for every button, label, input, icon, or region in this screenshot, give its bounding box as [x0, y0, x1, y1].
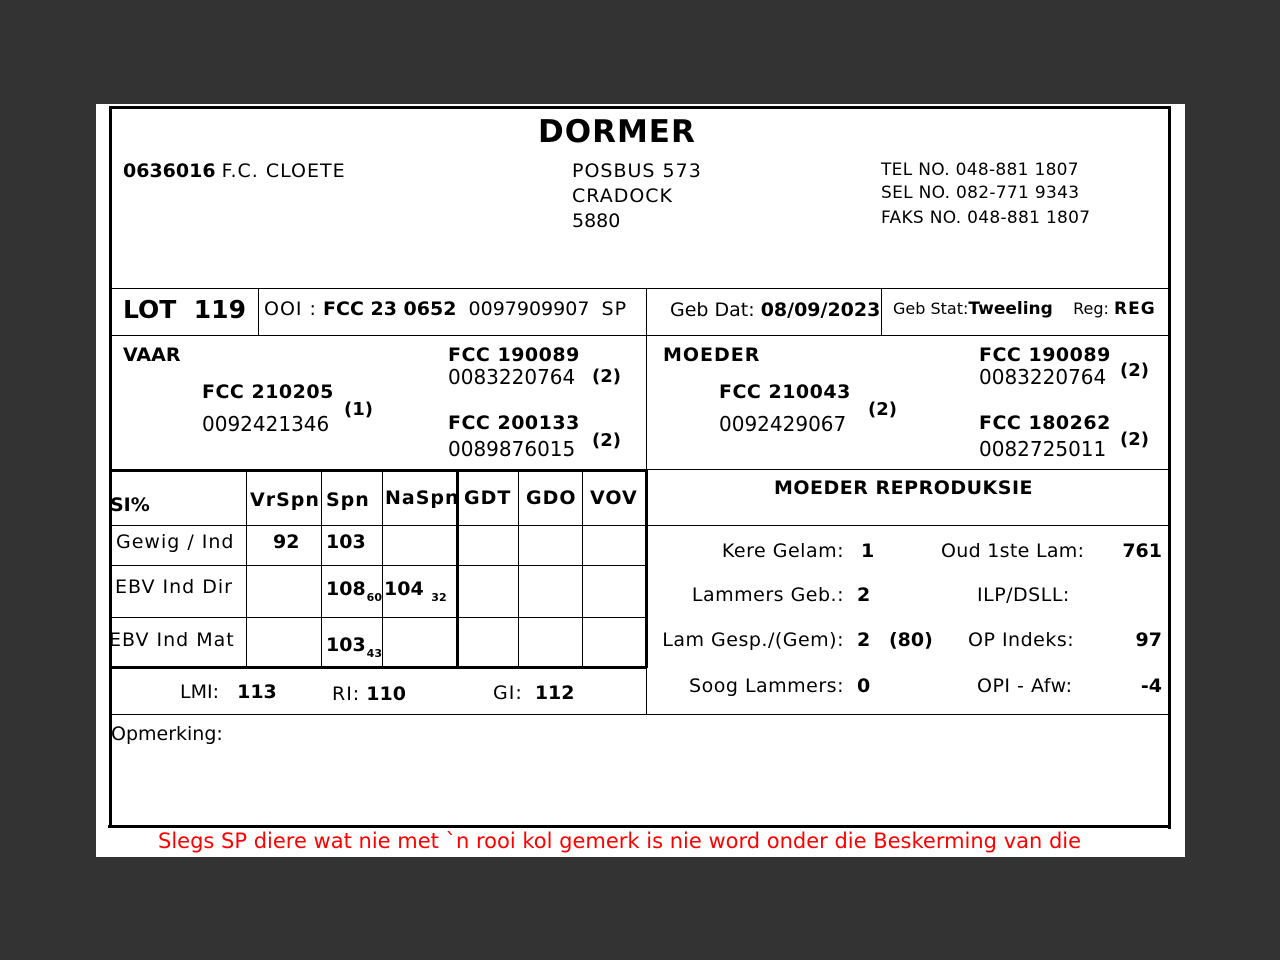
moeder-id: FCC 210043 [719, 381, 851, 403]
lot-value: 119 [193, 295, 246, 324]
ooi-info [264, 298, 627, 320]
si-col-5 [518, 470, 519, 668]
soog-lammers-value: 0 [857, 675, 871, 697]
ri-value: 110 [366, 683, 406, 705]
si-col-6 [582, 470, 583, 668]
frame-left [109, 106, 112, 828]
contact-sel: SEL NO. 082-771 9343 [881, 183, 1080, 203]
index-ri [332, 683, 406, 705]
divider-lot-top [109, 288, 1171, 289]
divider-lot-3 [881, 288, 882, 335]
birth-status-value: Tweeling [968, 299, 1053, 319]
repro-title: MOEDER REPRODUKSIE [774, 477, 1034, 499]
si-row-naspn [384, 578, 447, 604]
birth-date-value: 08/09/2023 [760, 299, 881, 321]
si-row1-bottom [109, 565, 646, 566]
index-lmi [180, 681, 277, 703]
lammers-geb-value: 2 [857, 584, 871, 606]
op-indeks-label: OP Indeks: [968, 629, 1075, 651]
moeder-grand-dam-number: 0082725011 [979, 437, 1107, 461]
contact-tel: TEL NO. 048-881 1807 [881, 160, 1079, 180]
breeder-id: 0636016 [123, 160, 216, 182]
contact-faks: FAKS NO. 048-881 1807 [881, 208, 1091, 228]
opi-afw-value: -4 [1140, 675, 1162, 697]
frame-right [1168, 106, 1171, 829]
moeder-number: 0092429067 [719, 412, 847, 436]
si-header-si: SI% [110, 494, 150, 516]
si-row-naspn-accuracy: 32 [431, 591, 447, 604]
si-row-label: Gewig / Ind [116, 531, 235, 553]
vaar-grand-sire-grade: (2) [592, 366, 621, 387]
lam-gesp-value: 2 [857, 629, 871, 651]
si-row-spn-accuracy: 60 [366, 591, 382, 604]
ooi-label: OOI : [264, 298, 317, 320]
moeder-grand-dam-grade: (2) [1120, 429, 1149, 450]
si-col-3 [382, 470, 383, 668]
vaar-grand-dam-id: FCC 200133 [448, 412, 580, 434]
si-header-spn: Spn [326, 489, 370, 511]
si-col-2 [321, 470, 322, 668]
si-row-spn [326, 578, 382, 604]
address-line-2: CRADOCK [572, 185, 674, 207]
ilp-dsll-label: ILP/DSLL: [977, 584, 1070, 606]
si-header-bottom [109, 525, 1171, 526]
page-title: DORMER [538, 114, 696, 150]
ooi-number: 0097909907 [468, 298, 590, 320]
divider-lot-1 [258, 288, 259, 335]
vaar-grand-sire-id: FCC 190089 [448, 344, 580, 366]
lmi-value: 113 [237, 681, 277, 703]
si-col-right [645, 470, 648, 668]
si-header-vrspn: VrSpn [250, 489, 320, 511]
remarks-label: Opmerking: [111, 723, 223, 745]
ri-label: RI: [332, 683, 361, 705]
lam-gesp-gem-value: (80) [889, 629, 933, 651]
vaar-grand-sire-number: 0083220764 [448, 365, 576, 389]
birth-date-label: Geb Dat: [670, 299, 755, 321]
si-table-top [109, 469, 647, 472]
moeder-label: MOEDER [663, 344, 761, 366]
frame-bottom [108, 825, 1171, 828]
kere-gelam-value: 1 [861, 540, 875, 562]
moeder-grand-sire-grade: (2) [1120, 360, 1149, 381]
address-line-3: 5880 [572, 210, 621, 232]
divider-lot-2 [646, 288, 647, 335]
vaar-label: VAAR [123, 344, 181, 366]
moeder-grand-sire-number: 0083220764 [979, 365, 1107, 389]
si-row-spn-value: 103 [326, 634, 366, 656]
divider-repro-top [647, 469, 1171, 470]
gi-value: 112 [534, 682, 575, 704]
frame-top [109, 106, 1171, 109]
kere-gelam-label: Kere Gelam: [721, 540, 844, 562]
vaar-grade: (1) [344, 399, 373, 420]
vaar-id: FCC 210205 [202, 381, 334, 403]
birth-date [670, 299, 880, 321]
index-gi [493, 682, 575, 704]
address-line-1: POSBUS 573 [572, 160, 702, 182]
footer-note: Slegs SP diere wat nie met `n rooi kol gemerk is nie word onder die Beskerming van die [158, 829, 1082, 853]
si-table-bottom [109, 666, 647, 669]
si-row-vrspn: 92 [273, 531, 300, 553]
oud-1ste-lam-label: Oud 1ste Lam: [941, 540, 1085, 562]
vaar-grand-dam-grade: (2) [592, 430, 621, 451]
vaar-number: 0092421346 [202, 412, 330, 436]
si-row-spn-value: 108 [326, 578, 366, 600]
si-row-label: EBV Ind Mat [109, 629, 235, 651]
opi-afw-label: OPI - Afw: [977, 675, 1073, 697]
op-indeks-value: 97 [1135, 629, 1162, 651]
si-row-spn: 103 [326, 531, 366, 553]
si-header-vov: VOV [590, 487, 638, 509]
gi-label: GI: [493, 682, 523, 704]
si-header-gdo: GDO [526, 487, 577, 509]
ooi-class: SP [601, 298, 628, 320]
reg-value: REG [1114, 299, 1156, 319]
lot-label: LOT [123, 295, 177, 324]
vaar-grand-dam-number: 0089876015 [448, 437, 576, 461]
si-row2-bottom [109, 617, 646, 618]
lmi-label: LMI: [180, 681, 219, 703]
si-row-naspn-value: 104 [384, 578, 424, 600]
moeder-grade: (2) [868, 399, 897, 420]
breeder [123, 160, 346, 182]
birth-status-label: Geb Stat: [893, 299, 969, 318]
lot-number [123, 295, 246, 324]
divider-lot-bottom [109, 335, 1171, 336]
moeder-grand-dam-id: FCC 180262 [979, 412, 1111, 434]
si-row-spn-accuracy: 43 [366, 647, 382, 660]
moeder-grand-sire-id: FCC 190089 [979, 344, 1111, 366]
si-row-spn [326, 634, 382, 660]
breeder-name: F.C. CLOETE [221, 160, 346, 182]
catalog-page [96, 104, 1185, 857]
remarks-field[interactable] [111, 749, 1161, 819]
divider-indices-bottom [109, 714, 1171, 715]
lammers-geb-label: Lammers Geb.: [691, 584, 844, 606]
oud-1ste-lam-value: 761 [1122, 540, 1162, 562]
lam-gesp-label: Lam Gesp./(Gem): [662, 629, 844, 651]
si-row-label: EBV Ind Dir [115, 576, 233, 598]
reg-label: Reg: [1073, 299, 1109, 318]
si-header-naspn: NaSpn [385, 487, 460, 509]
si-header-gdt: GDT [464, 487, 512, 509]
si-col-1 [246, 470, 247, 668]
birth-status [893, 299, 1156, 319]
soog-lammers-label: Soog Lammers: [689, 675, 844, 697]
ooi-id: FCC 23 0652 [323, 298, 457, 320]
